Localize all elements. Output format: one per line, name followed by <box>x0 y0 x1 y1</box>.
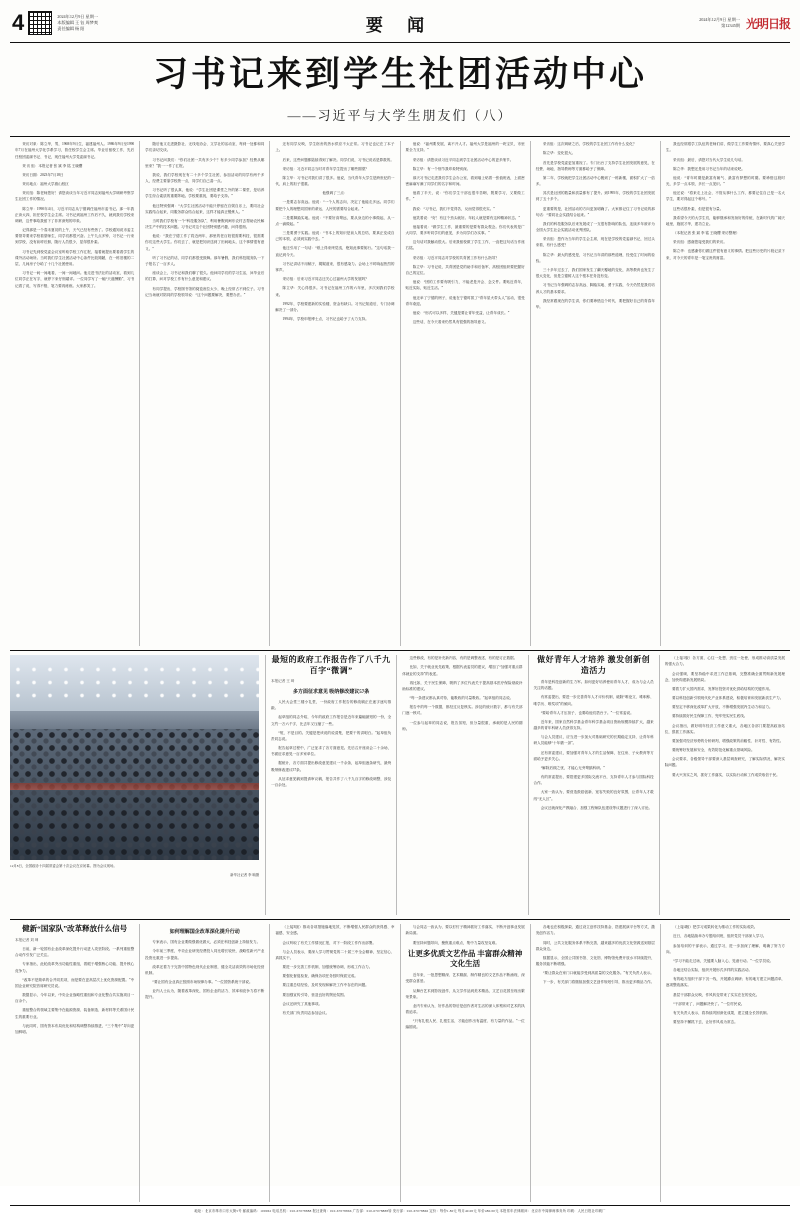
paragraph: 采访组：习近平同志当时对青年学生提出了哪些期望？ <box>282 166 369 171</box>
paragraph: 陈立华：1990年4月，习近平同志从宁德调任福州市委书记。那一年我正读大四，担任校学生会主席。习书记到福州工作后不久，就到我们学校来调研，这件事给我留下了非常深刻的印象。 <box>15 206 135 223</box>
mid-column-2 <box>397 655 528 915</box>
paragraph: 他强调了三点： <box>322 191 348 196</box>
paragraph: 一是要志存高远。他说：“一个人的志向，决定了他能走多远。同学们要把个人的理想同国家的命运、人民的需要结合起来。” <box>275 200 395 211</box>
paragraph: 采访组：感谢您接受我们的采访。 <box>673 240 727 245</box>
mid-column-4 <box>660 655 790 915</box>
paragraph: 这句话对我触动很大。后来我留校做了学生工作，一直把这句话当作座右铭。 <box>405 240 525 251</box>
paragraph: 采访对象：陈立华，男，1968年9月生，福建福州人。1986年9月至1990年7月在福州大学化学系学习，曾任校学生会主席。毕业后留校工作，先后任校团委副书记、书记，现任福州大学党委副书记。 <box>15 142 135 159</box>
photo-block <box>10 655 266 915</box>
paragraph: “每一条建议都认真对待，能吸收的尽量吸收。”起草组的同志说。 <box>409 696 514 701</box>
paragraph: 有关负责人表示，将持续巩固深化成果，建立健全长效机制。 <box>673 1010 771 1015</box>
paragraph: 第二年，学校就把学生社团活动中心搬到了一栋新楼，面积扩大了一倍多。 <box>535 175 655 187</box>
paragraph: 这些话，在今天看来仍然具有很强的指导意义。 <box>412 320 489 325</box>
paragraph: 我也经常跟学工队伍的老师们讲，做学生工作要有情怀，要真心关爱学生。 <box>665 142 786 153</box>
paragraph: 他还引用了一句话：“纸上得来终觉浅，绝知此事要躬行。”这句话我一直记到今天。 <box>275 246 395 257</box>
masthead-right <box>699 15 790 32</box>
paragraph: （上接4版）把学习成果转化为推动工作的实际成效。 <box>673 925 758 930</box>
middle-columns <box>266 655 790 915</box>
paragraph: 习书记当年强调的志存高远、脚踏实地、勇于实践，今天仍然是我们培养人才的基本要求。 <box>535 283 655 294</box>
mid-column-3 <box>529 655 660 915</box>
paragraph: “只有扎根人民、扎根生活，才能创作出有温度、有力量的作品。”一位编剧说。 <box>405 1019 525 1030</box>
paragraph: 他笑着说：“好！有这个劲头就好。年轻人就是要有这种精神状态。” <box>412 215 521 220</box>
paragraph: 据统计，各方面共提出修改意见建议一千余条，起草组逐条研究，最终吸纳修改建议57条。 <box>271 761 392 772</box>
paragraph: 会议强调，要坚持稳中求进工作总基调，完整准确全面贯彻新发展理念，加快构建新发展格局。 <box>664 671 785 682</box>
paragraph: 座谈会上，习书记和我们聊了很久。他问同学们的学习生活，问毕业后的打算，问对学校工作有什么意见和建议。 <box>145 271 265 282</box>
paragraph: 基层干部群众反映，作风转变带来了实实在在的变化。 <box>673 992 760 997</box>
paragraph: 1994年，学校申报博士点，习书记也给予了大力支持。 <box>282 317 369 322</box>
paragraph: 重组整合的领域主要集中在能源资源、装备制造、新材料等关系国计民生的重要行业。 <box>15 1008 135 1019</box>
paragraph: 近年来，国家自然科学基金青年科学基金项目资助规模持续扩大，越来越多的青年科研人员获得支持。 <box>533 719 654 731</box>
paragraph: 要坚持不懈抓下去，让好作风成为常态。 <box>673 1020 738 1025</box>
mid-article-1-byline: 本报记者 王 琦 <box>271 679 295 684</box>
paragraph: 会议还研究了其他事项。 <box>282 1001 323 1006</box>
paragraph: 今年前三季度，中央企业研发经费投入同比增长较快，战略性新兴产业投资比重进一步提高。 <box>145 949 265 960</box>
paragraph: 专家表示，国有企业要做强做优做大，必须在科技创新上持续发力。 <box>152 940 261 945</box>
paragraph: 还有同学反映，学生宿舍的热水供应不太正常。习书记也记在了本子上。 <box>275 142 395 153</box>
paragraph: 这些话很朴素，但是很有分量。 <box>673 206 724 211</box>
photo-audience <box>10 729 259 860</box>
paragraph: 要进一步完善工作机制，加强统筹协调，形成工作合力。 <box>282 965 373 970</box>
paragraph: 习书记听了很认真，他说：“学生社团是课堂之外的第二课堂，是培养学生综合素质的重要阵地。学校要重视，要给予支持。” <box>145 188 265 199</box>
paragraph: 采访组：您作为当年的学生会主席，现在是学校的党委副书记，回过头来看，有什么感受？ <box>535 237 655 248</box>
bottom-article-2-title: 让更多优质文艺作品 丰富群众精神文化生活 <box>407 948 523 968</box>
page-title: 习书记来到学生社团活动中心 <box>152 55 647 94</box>
paragraph: 他说：“团的工作要有吸引力，不能老是开会、念文件。要贴近青年，贴近实际，贴近生活。” <box>405 280 525 291</box>
paragraph: 他说：“我在宁德工作了将近两年，那里的老百姓很需要科技，很需要你们这些大学生。你们去了，就是把知识送到了田间地头，这个事情很有意义。” <box>145 234 265 251</box>
paragraph: 还有常委建议，要加强对青年人才的生活保障，在住房、子女教育等方面给予更多关心。 <box>533 750 654 761</box>
paragraph: 改革还着力于完善中国特色现代企业制度，健全灵活高效的市场化经营机制。 <box>145 964 265 975</box>
paragraph: 从征求意见稿到提请审议稿，报告共作了八千九百字的修改调整，涉及一百余处。 <box>271 776 392 787</box>
mid-column-1 <box>266 655 397 915</box>
paragraph: 采访组：最后，请您对当代大学生说几句话。 <box>673 157 745 162</box>
paragraph: （上接1版）各方面，心往一处想、劲往一处使，形成推动高质量发展的强大合力。 <box>664 656 785 667</box>
paragraph: 陈立华：习书记说，共青团是党的助手和后备军，高校团组织要把握好自己的定位。 <box>405 264 525 275</box>
paragraph: 会议要求，各级领导干部要深入基层调查研究，了解实际情况，解决实际问题。 <box>664 757 785 768</box>
newspaper-logo: 光明日报 <box>745 16 790 31</box>
paragraph: 要持续抓好民生保障工作，兜牢兜实民生底线。 <box>671 714 748 719</box>
paragraph: 1992年，学校要建新的实验楼，资金有缺口。习书记知道后，专门协调解决了一部分。 <box>275 301 395 312</box>
paragraph: 习书记问我们：“你们社团一共有多少个？有多少同学参加？经费从哪里来？”我一一作了汇报。 <box>145 157 265 168</box>
main-article <box>10 141 790 651</box>
paragraph: 他说：“青年时期是最富有朝气、最富有梦想的时期。要珍惜这段时光，多学一点本领，多长一点见识。” <box>665 175 786 187</box>
paragraph: 习书记先到校党委会议室听取学校工作汇报，接着就提出要看看学生的课外活动场所。当时我们学生社团活动中心条件比较简陋，在一栋旧楼的二层，几间房子分给了十几个社团使用。 <box>15 249 135 266</box>
bottom-column-4 <box>401 924 531 1202</box>
masthead-date-right <box>699 17 740 29</box>
paragraph: 有的地方组织干部下沉一线，开展蹲点调研；有的地方建立问题清单，逐项整改落实。 <box>665 977 786 988</box>
paragraph: 人民大会堂三楼小礼堂，一份政府工作报告的修改稿正在逐字逐句推敲。 <box>271 700 392 711</box>
article-column-3 <box>270 141 400 646</box>
paragraph: 近年来，一批思想精深、艺术精湛、制作精良的文艺作品不断涌现，深受群众喜爱。 <box>405 973 525 984</box>
paragraph: 陈立华：我想还是用习书记当年的话来说吧。 <box>673 166 745 171</box>
article-column-4 <box>401 141 531 646</box>
paragraph: 我们的科技服务队后来发展成了一支很有影响的队伍，连续多年被评为全国大学生社会实践活动优秀团队。 <box>535 221 655 233</box>
masthead-editor-2: 责任编辑 杨 阳 <box>57 26 85 32</box>
paragraph: 陈立华：也感谢你们做这件很有意义的事情。把这些历史的片段记录下来，对今天的青年是一笔宝贵的财富。 <box>665 249 786 260</box>
paragraph: 采访组：请您谈谈习近平同志到学生社团活动中心的更多细节。 <box>412 157 514 162</box>
paragraph: 采访日期：2023年7月18日 <box>22 172 64 177</box>
paragraph: 我希望今天的大学生们，能够继承和发扬好的传统，在新时代的广阔天地里，施展才华，建功立业。 <box>665 215 786 226</box>
paragraph: “改革不是简单的合并同类项，而是要在更高层次上优化资源配置。”中国企业研究院首席研究员说。 <box>15 977 135 988</box>
paragraph: 习书记讲话不用稿子，娓娓道来，很有感染力。会场上不时响起热烈的掌声。 <box>275 261 395 272</box>
paragraph: 要强化督促检查，确保各项任务按时保质完成。 <box>282 974 358 979</box>
paragraph: 随后他又走进摄影社、无线电协会、文学社的活动室，每到一处都和同学们亲切交谈。 <box>145 142 265 153</box>
paragraph: 业内专家认为，好作品的背后是创作者对生活的深入体察和对艺术的执着追求。 <box>405 1003 525 1015</box>
photo-caption: 12月8日，全国政协十四届常委会第十次会议在京闭幕。图为会议现场。 <box>10 864 117 869</box>
headline-block <box>10 43 790 137</box>
bottom-article-1-title: 健新“国家队”改革释放什么信号 <box>22 924 128 934</box>
paragraph: 他看了半天，说：“你们学生干部也很辛苦啊，既要学习，又要做工作。” <box>405 191 525 202</box>
paragraph: 二是要脚踏实地。他说：“不要好高骛远，要从身边的小事做起，从一点一滴做起。” <box>275 215 395 226</box>
paragraph: 采访地点：福州大学旗山校区 <box>22 182 69 187</box>
paragraph: “要让群众在家门口就能享受到高质量的文化服务。”有关负责人表示。 <box>542 971 654 976</box>
masthead <box>10 6 790 43</box>
paragraph: 这些修改，有的是补充新内容，有的是调整表述，有的是订正数据。 <box>409 656 518 661</box>
paragraph: 近日，各地陆续举办专题培训班，组织党员干部深入学习。 <box>673 934 767 939</box>
paragraph: 采访组：陈老师您好！请您谈谈当年习近平同志到福州大学调研考察学生社团工作的情况。 <box>15 191 135 202</box>
paragraph: 首先是学校党委更加重视了。专门出台了支持学生社团发展的意见，在经费、场地、指导教师等方面都给予了保障。 <box>535 160 655 171</box>
paragraph: 各地也在积极探索，通过设立创作扶持基金、搭建展演平台等方式，激发创作活力。 <box>535 925 655 936</box>
bottom-column-2 <box>140 924 270 1202</box>
paragraph: 采 访 组：本报记者 张 斌 李 铭 王晓樱 <box>22 163 83 168</box>
paragraph: 更重要的是，社团活动的方向更加明确了。大家都记住了习书记说的那句话：“要同社会实践结合起来。” <box>535 206 655 217</box>
paragraph: 有关部门负责同志参加会议。 <box>282 1010 330 1015</box>
paragraph: 陈立华：最大的感受是，习书记当年讲的那些道理，经受住了时间的检验。 <box>535 252 655 263</box>
masthead-issue-date: 2024年12月9日 星期一 <box>699 17 740 23</box>
masthead-editor-1: 本版编辑 王 钰 周梦爽 <box>57 19 99 25</box>
paragraph: 习书记一间一间地看，一间一间地问。他走进书法社的活动室，看到几位同学正在写字，就停下来仔细端详。一位同学写了一幅“天道酬勤”，习书记看了说，写得不错，笔力要再练练。大家都笑了。 <box>15 271 135 288</box>
paragraph: 下一步，有关部门将继续加强文艺创作规划引导，推出更多精品力作。 <box>542 980 655 985</box>
paragraph: 要着力扩大国内需求，发挥好投资对优化供给结构的关键作用。 <box>671 686 773 691</box>
paragraph: 专家指出，此轮改革突出功能性重组，着眼于增强核心功能、提升核心竞争力。 <box>15 962 135 973</box>
paragraph: 陈立华：有一个细节我印象特别深。 <box>412 166 471 171</box>
paragraph: 要加强对经济形势的分析研判，增强政策的前瞻性、针对性、有效性。 <box>671 738 784 743</box>
paragraph: 其次是社团的数量和质量都有了提升。到1995年，学校的学生社团发展到了五十多个。 <box>535 191 655 202</box>
bottom-column-1 <box>10 924 140 1202</box>
paragraph: 各地还结合实际，组织开展形式多样的实践活动。 <box>673 968 753 973</box>
photo-credit: 新华社记者 李 响摄 <box>230 872 259 877</box>
photo-stage <box>10 711 259 731</box>
paragraph: 当时我们学校有一个“科技服务队”，利用暑假到闽东农村去帮助农民解决生产中的技术问题。习书记对这个社团特别感兴趣，问得很细。 <box>145 218 265 230</box>
article-column-6 <box>661 141 790 646</box>
paragraph: 听了习书记的话，同学们都很受鼓舞。那年暑假，我们科技服务队一下子报名了一百多人。 <box>145 255 265 266</box>
paragraph: 从舞台艺术到影视创作，从文学作品到美术精品，文艺百花园呈现出繁荣景象。 <box>405 988 525 999</box>
paragraph: 报告起草过程中，广泛征求了各方面意见。先后召开座谈会二十余场，书面征求意见一百多家单位。 <box>271 746 392 757</box>
paragraph: 我经常跟现在的学生讲，你们要珍惜这个时代，要把握好自己的青春年华。 <box>535 298 655 309</box>
photo-red-row <box>10 783 259 790</box>
paragraph: 采访组：这次调研之后，学校的学生社团工作有什么变化？ <box>542 142 637 147</box>
section-title: 要 闻 <box>365 15 435 35</box>
page-number: 4 <box>12 10 25 35</box>
masthead-issue-number: 第12345期 <box>721 23 740 28</box>
mid-article-1-title: 最短的政府工作报告作了八千九百字“微调” <box>271 655 391 675</box>
paragraph: 他说：“福州要发展，离不开人才。福州大学是福州的一块宝贝，市里要全力支持。” <box>405 142 525 153</box>
bottom-column-3 <box>270 924 400 1202</box>
paragraph: 有常委提出，要进一步完善青年人才评价机制，破除“唯论文、唯职称、唯学历、唯奖项”的倾向。 <box>533 695 654 706</box>
paragraph: 数据显示，今年以来，中央企业战略性重组和专业化整合共实施项目一百余个。 <box>15 993 135 1004</box>
bottom-column-5 <box>531 924 661 1202</box>
paragraph: 后来，这些问题都陆续得到了解决。同学们说，习书记说话是算数的。 <box>282 157 394 162</box>
bottom-article-1-subhead: 如何理解国企改革深化提升行动 <box>169 930 240 936</box>
mid-article-2-title: 做好青年人才培养 激发创新创造活力 <box>537 655 651 675</box>
paragraph: 同时，公共文化服务体系不断完善，越来越多的优质文化资源送到基层群众身边。 <box>535 940 655 951</box>
paragraph: 有的常委提出，要搭建更多国际交流平台，支持青年人才参与国际科技合作。 <box>533 775 654 786</box>
paragraph: 他还举了宁德的例子，说他在宁德时抓了“青年星火带头人”活动，很受青年欢迎。 <box>405 295 525 306</box>
paragraph: 要以科技创新引领现代化产业体系建设，积极培育和发展新质生产力。 <box>671 696 784 701</box>
paragraph: 我说：“习书记，我们不觉得苦，反而觉得很充实。” <box>412 206 495 211</box>
paragraph: 陈立华：变化很大。 <box>542 151 576 156</box>
paragraph: 记得那是一个春末夏初的上午，天气已经有些热了。学校通知说市委主要领导要来学校看望师生，同学们都很兴奋。上午九点多钟，习书记一行来到学校，没有前呼后拥，随行人员很少，显得很朴素。 <box>15 228 135 245</box>
paragraph: 大家一致认为，要营造鼓励创新、宽容失败的良好氛围，让青年人才敢闯“无人区”。 <box>533 790 654 801</box>
paragraph: 参加培训的干部表示，通过学习，进一步加深了理解，明确了努力方向。 <box>665 943 786 954</box>
paragraph: 要加强宣传引导，营造良好的舆论氛围。 <box>282 992 348 997</box>
paragraph: 日前，新一轮国有企业改革深化提升行动进入攻坚阶段。一系列重组整合动作引发广泛关注。 <box>15 947 135 958</box>
paragraph: 要大兴务实之风，抓好工作落实，以实际行动和工作成效取信于民。 <box>671 772 780 777</box>
conference-photo <box>10 655 259 860</box>
paragraph: 三十多年过去了，我们国家发生了翻天覆地的变化，高等教育也发生了很大变化，但是立德树人这个根本任务没有变。 <box>535 268 655 279</box>
article-column-1 <box>10 141 140 646</box>
paragraph: 他说：“形式可以多样，关键是要让青年受益，让青年成长。” <box>412 310 510 315</box>
paragraph: “短，不是目的。关键是把该说的说清楚，把要干的讲明白。”起草组负责同志说。 <box>271 730 392 741</box>
bottom-section <box>10 924 790 1206</box>
paragraph: “学习不能走过场，关键要入脑入心，见诸行动。”一位学员说。 <box>673 958 774 963</box>
paragraph: 陈立华：关心得很多。习书记在福州工作的六年里，多次到我们学校来。 <box>275 286 395 297</box>
paragraph: 要注重总结经验，及时发现和解决工作中存在的问题。 <box>282 983 369 988</box>
paragraph: 有同学提出，学校图书馆的阅览座位太少，晚上经常占不到位子。习书记当场就对陪同的学校领导说：“这个问题要解决，要想办法。” <box>145 286 265 297</box>
paragraph: 我说，我们学校现在有二十多个学生社团，参加活动的同学有两千多人，经费主要靠学校拨一点，同学们自己凑一点。 <box>145 172 265 184</box>
article-column-2 <box>140 141 270 646</box>
paragraph: 那天习书记走进我们学生会办公室，看到墙上贴着一张值班表，上面密密麻麻写满了同学们的名字和时间。 <box>405 175 525 187</box>
paragraph: 采访组：习近平同志对学校的共青团工作有什么指导？ <box>412 255 499 260</box>
page-subtitle: ——习近平与大学生朋友们（八） <box>287 108 513 124</box>
paragraph: 陈立华：习书记对我们讲了很多。他说，当代青年大学生是跨世纪的一代，肩上的担子很重。 <box>275 175 395 187</box>
paragraph: “要给青年人才压担子，也要给他们搭台子。”一位常委说。 <box>540 710 634 715</box>
paragraph: 比如，关于就业优先政策，根据代表委员的建议，增加了“加强对重点群体就业的支持”的表述。 <box>402 665 523 676</box>
paragraph: 报告中的每一个数据，都经过反复核实。涉及的统计数字，都与有关部门逐一核对。 <box>402 705 523 716</box>
masthead-date-left: 2024年12月9日 星期一 <box>57 13 99 19</box>
paragraph: 再比如，关于民生保障，吸纳了多位代表关于提高基本医疗保险财政补助标准的建议。 <box>402 680 523 691</box>
paragraph: “解除后顾之忧，才能心无旁骛搞科研。” <box>540 765 605 770</box>
paragraph: （本报记者 张 斌 李 铭 王晓樱 采访整理） <box>673 231 740 236</box>
paragraph: 数据显示，全国公共图书馆、文化馆、博物馆免费开放水平持续提升，服务效能不断增强。 <box>535 955 655 967</box>
bottom-article-1-byline: 本报记者 刘 坤 <box>15 938 39 942</box>
paragraph: 与会人员表示，要深入学习贯彻党的二十届三中全会精神，坚定信心、真抓实干。 <box>275 949 395 960</box>
article-column-5 <box>531 141 661 646</box>
paragraph: 要统筹好发展和安全，有效防范化解重点领域风险。 <box>671 748 755 753</box>
paragraph: 与会人员建议，应当进一步加大对基础研究的长期稳定支持，让青年科研人员能够“十年磨一剑”。 <box>533 735 654 746</box>
paragraph: 会议听取了有关工作情况汇报，对下一阶段工作作出部署。 <box>282 940 376 945</box>
paragraph: （上接3版）推动各项措施落地见效，不断增强人民群众的获得感、幸福感、安全感。 <box>275 925 395 936</box>
paragraph: 他还特别强调：“大学生社团活动不能只停留在自娱自乐上，要同社会实践结合起来，同服务群众结合起来，这样才能真正锻炼人。” <box>145 203 265 214</box>
paragraph: 会议还就深化产教融合、加强工程师队伍建设等议题进行了深入讨论。 <box>540 805 653 810</box>
paragraph: 青年是科技创新的生力军。如何更好培养使用青年人才，成为与会人员关注的话题。 <box>533 680 654 691</box>
paragraph: 三是要勇于实践。他说：“书本上的知识是前人的总结，要真正变成自己的本领，必须到实践中去。” <box>275 231 395 242</box>
paragraph: 与会同志一致认为，要以钉钉子精神抓好工作落实，不断开创事业发展新局面。 <box>405 925 525 936</box>
middle-section <box>10 655 790 920</box>
page-footer: 地址：北京市珠市口东大街5号 邮政编码：100062 电话总机：010-67078888 报社查询：010-67078866 广告部：010-67078888转 发行部：010-67078866 定价：每份1.80元 每月40.00元 年价480.00元 本报常年法律顾问：北京市中闻律师事务所 印刷：人民日报社印刷厂 <box>194 1209 606 1214</box>
paragraph: “要让国有企业真正按照市场规律办事。”一位国资系统干部说。 <box>152 980 253 985</box>
paragraph: “干部常来了，问题解决快了。”一位村民说。 <box>673 1001 745 1006</box>
paragraph: 与此同时，国有资本布局优化和结构调整持续推进，“三个集中”导向更加鲜明。 <box>15 1023 135 1034</box>
mid-article-1-subhead: 多方面征求意见 吸纳修改建议57条 <box>292 690 370 696</box>
paragraph: 起草组的同志介绍，今年的政府工作报告是近年来篇幅最短的一份，全文约一万六千字，比去年又压缩了一些。 <box>271 715 392 726</box>
paragraph: 他接着说：“做学生工作，最重要的是要有群众观念。你们代表的是广大同学，要多听同学们的意见，多为同学们办实事。” <box>405 224 525 236</box>
paragraph: 要坚定不移深化改革扩大开放，不断增强发展内生动力和活力。 <box>671 705 773 710</box>
paragraph: 会议指出，做好明年经济工作意义重大，各地区各部门要提高政治站位，狠抓工作落实。 <box>664 723 785 734</box>
paragraph: 采访组：后来习近平同志还关心过福州大学的发展吗？ <box>282 277 369 282</box>
photo-lights <box>10 663 259 705</box>
paragraph: 他还说：“将来走上社会，不管从事什么工作，都要记住自己是一名大学生，要对得起这个称号。” <box>665 191 786 202</box>
paragraph: 业内人士认为，随着改革深化，国有企业的活力、效率和竞争力将不断提升。 <box>145 989 265 1000</box>
paragraph: 一位参与起草的同志说，报告虽短，但分量很重，承载的是人民的期盼。 <box>402 720 523 731</box>
bottom-column-6 <box>661 924 790 1202</box>
paragraph: 要坚持问题导向，聚焦重点难点，集中力量攻坚克难。 <box>412 940 499 945</box>
